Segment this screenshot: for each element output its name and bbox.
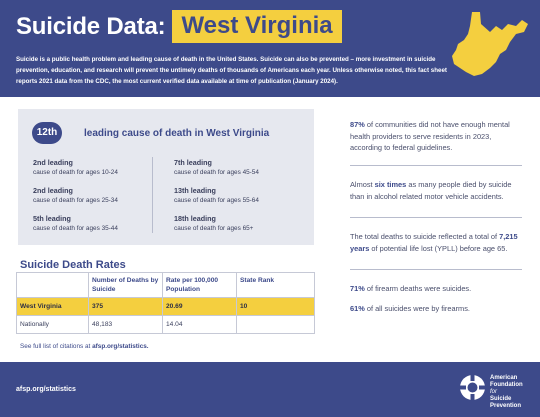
table-row <box>17 316 315 334</box>
fact-text: of potential life lost (YPLL) before age 65. <box>369 243 508 253</box>
afsp-logo-wordmark <box>490 375 523 410</box>
afsp-lifesaver-icon <box>459 374 486 401</box>
rank-column-left <box>33 158 118 242</box>
rank-item-subtitle: cause of death for ages 45-54 <box>174 169 259 176</box>
fact-item <box>350 231 522 269</box>
rank-panel <box>18 109 314 245</box>
rank-item <box>174 186 259 206</box>
rank-item-subtitle: cause of death for ages 35-44 <box>33 225 118 232</box>
logo-line: Suicide <box>490 396 512 402</box>
rank-item <box>33 214 118 234</box>
fact-text: as many people died by suicide than in alcohol related motor vehicle accidents. <box>350 180 512 201</box>
west-virginia-map-icon <box>450 10 528 78</box>
logo-line: Foundation <box>490 382 523 388</box>
table-cell-label: Nationally <box>17 316 89 334</box>
table-cell-rate: 14.04 <box>163 316 237 334</box>
facts-column <box>350 119 522 314</box>
fact-pre: Almost <box>350 180 375 189</box>
logo-line: for <box>490 389 498 395</box>
rank-column-divider <box>152 157 153 233</box>
header-banner <box>0 0 540 97</box>
table-cell-deaths: 375 <box>89 298 163 316</box>
fact-text: of firearm deaths were suicides. <box>364 284 472 293</box>
title-state-highlight: West Virginia <box>172 10 341 43</box>
rank-item <box>174 158 259 178</box>
rank-item <box>33 186 118 206</box>
logo-line: American <box>490 375 518 381</box>
fact-highlight: 7,215 years <box>350 232 518 253</box>
title-prefix: Suicide Data: <box>16 12 166 40</box>
intro-paragraph: Suicide is a public health problem and leading cause of death in the United States. Suicide can also be prevented – more investment in suicide prevention, education, and research will prevent the untimely deaths of thousands of Americans each year. Unless otherwise noted, this fact sheet reports 2021 data from the CDC, the most current verified data available at time of publication (January 2024). <box>16 56 447 85</box>
rank-item-title: 13th leading <box>174 186 216 195</box>
footer-banner <box>0 362 540 417</box>
table-header-cell <box>17 273 89 298</box>
rank-item <box>174 214 259 234</box>
fact-item <box>350 303 522 315</box>
logo-line: Prevention <box>490 403 522 409</box>
rank-column-right <box>174 158 259 242</box>
rank-item-title: 5th leading <box>33 214 71 223</box>
fact-item <box>350 283 522 295</box>
fact-pre: The total deaths to suicide reflected a total of <box>350 232 500 241</box>
rank-item-title: 18th leading <box>174 214 216 223</box>
rank-item-subtitle: cause of death for ages 55-64 <box>174 197 259 204</box>
rank-item-subtitle: cause of death for ages 65+ <box>174 225 254 232</box>
rank-heading: leading cause of death in West Virginia <box>84 128 270 139</box>
rates-table-title: Suicide Death Rates <box>20 259 126 271</box>
fact-divider <box>350 269 522 270</box>
footer-link[interactable]: afsp.org/statistics <box>16 386 76 393</box>
page-title <box>16 10 342 43</box>
fact-item <box>350 179 522 217</box>
rank-item-subtitle: cause of death for ages 10-24 <box>33 169 118 176</box>
table-cell-rank: 10 <box>237 298 315 316</box>
fact-highlight: 87% <box>350 120 365 129</box>
table-cell-rate: 20.69 <box>163 298 237 316</box>
rank-badge: 12th <box>32 122 62 144</box>
table-header-cell: State Rank <box>237 273 315 298</box>
fact-highlight: six times <box>374 180 407 189</box>
fact-divider <box>350 217 522 218</box>
fact-highlight: 61% <box>350 303 365 313</box>
rank-item-title: 2nd leading <box>33 186 73 195</box>
fact-highlight: 71% <box>350 284 365 293</box>
rank-item-title: 7th leading <box>174 158 212 167</box>
fact-divider <box>350 165 522 166</box>
rank-item-title: 2nd leading <box>33 158 73 167</box>
citation-prefix: See full list of citations at <box>20 343 93 350</box>
rank-item-subtitle: cause of death for ages 25-34 <box>33 197 118 204</box>
table-header-cell: Number of Deaths by Suicide <box>89 273 163 298</box>
fact-text: of all suicides were by firearms. <box>364 303 470 313</box>
table-cell-deaths: 48,183 <box>89 316 163 334</box>
citation-note <box>20 343 149 350</box>
rank-item <box>33 158 118 178</box>
table-header-row <box>17 273 315 298</box>
fact-text: of communities did not have enough mental health providers to serve residents in 2023, according to federal guidelines. <box>350 120 510 152</box>
table-cell-rank <box>237 316 315 334</box>
fact-item <box>350 119 522 165</box>
citation-link[interactable]: afsp.org/statistics. <box>92 343 149 350</box>
rates-table <box>16 272 315 334</box>
table-row <box>17 298 315 316</box>
table-header-cell: Rate per 100,000 Population <box>163 273 237 298</box>
table-cell-label: West Virginia <box>17 298 89 316</box>
